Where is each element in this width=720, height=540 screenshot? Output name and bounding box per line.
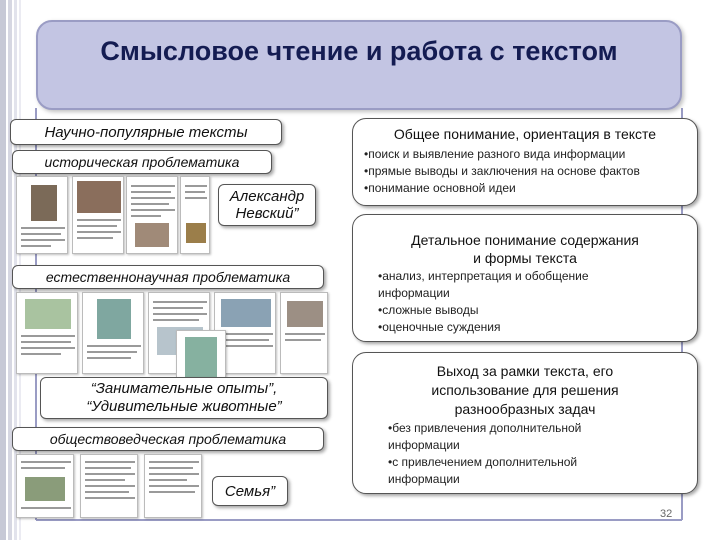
science-thumbnail	[16, 292, 78, 374]
list-item: информации	[378, 286, 450, 300]
heading-line: Выход за рамки текста, его	[436, 363, 614, 379]
social-label: обществоведческая проблематика	[12, 427, 324, 451]
history-thumbnail	[72, 176, 124, 254]
social-thumbnail	[144, 454, 202, 518]
list-item: •с привлечением дополнительной	[388, 455, 578, 469]
heading-line: и формы текста	[473, 250, 577, 266]
list-item: •понимание основной идеи	[364, 181, 516, 195]
beyond-text-heading	[352, 362, 698, 419]
general-understanding-list	[364, 146, 694, 197]
general-understanding-heading: Общее понимание, ориентация в тексте	[393, 126, 657, 142]
science-caption-line: “Удивительные животные”	[86, 398, 282, 415]
science-caption-line: “Занимательные опыты”,	[90, 380, 278, 397]
science-label: естественнонаучная проблематика	[12, 265, 324, 289]
heading-line: разнообразных задач	[454, 401, 596, 417]
social-thumbnail	[80, 454, 138, 518]
page-number: 32	[660, 508, 673, 520]
list-item: информации	[388, 472, 460, 486]
list-item: •сложные выводы	[378, 303, 479, 317]
history-caption	[218, 184, 316, 226]
social-caption: Семья”	[212, 476, 288, 506]
list-item: •без привлечения дополнительной	[388, 421, 582, 435]
left-header: Научно-популярные тексты	[10, 119, 282, 145]
history-caption-line: Александр	[229, 188, 305, 205]
science-thumbnail	[82, 292, 144, 374]
history-thumbnail	[126, 176, 178, 254]
science-thumbnail	[280, 292, 328, 374]
list-item: •анализ, интерпретация и обобщение	[378, 269, 589, 283]
heading-line: Детальное понимание содержания	[411, 232, 639, 248]
detailed-understanding-list	[378, 268, 688, 336]
social-thumbnail	[16, 454, 74, 518]
list-item: •поиск и выявление разного вида информации	[364, 147, 626, 161]
beyond-text-list	[388, 420, 688, 488]
slide-title: Смысловое чтение и работа с текстом	[100, 36, 618, 66]
history-thumbnail	[180, 176, 210, 254]
list-item: •прямые выводы и заключения на основе фактов	[364, 164, 640, 178]
list-item: •оценочные суждения	[378, 320, 501, 334]
list-item: информации	[388, 438, 460, 452]
history-caption-line: Невский”	[235, 205, 299, 222]
science-caption	[40, 377, 328, 419]
detailed-understanding-heading	[352, 231, 698, 267]
history-thumbnail	[16, 176, 68, 254]
history-label: историческая проблематика	[12, 150, 272, 174]
heading-line: использование для решения	[431, 382, 619, 398]
